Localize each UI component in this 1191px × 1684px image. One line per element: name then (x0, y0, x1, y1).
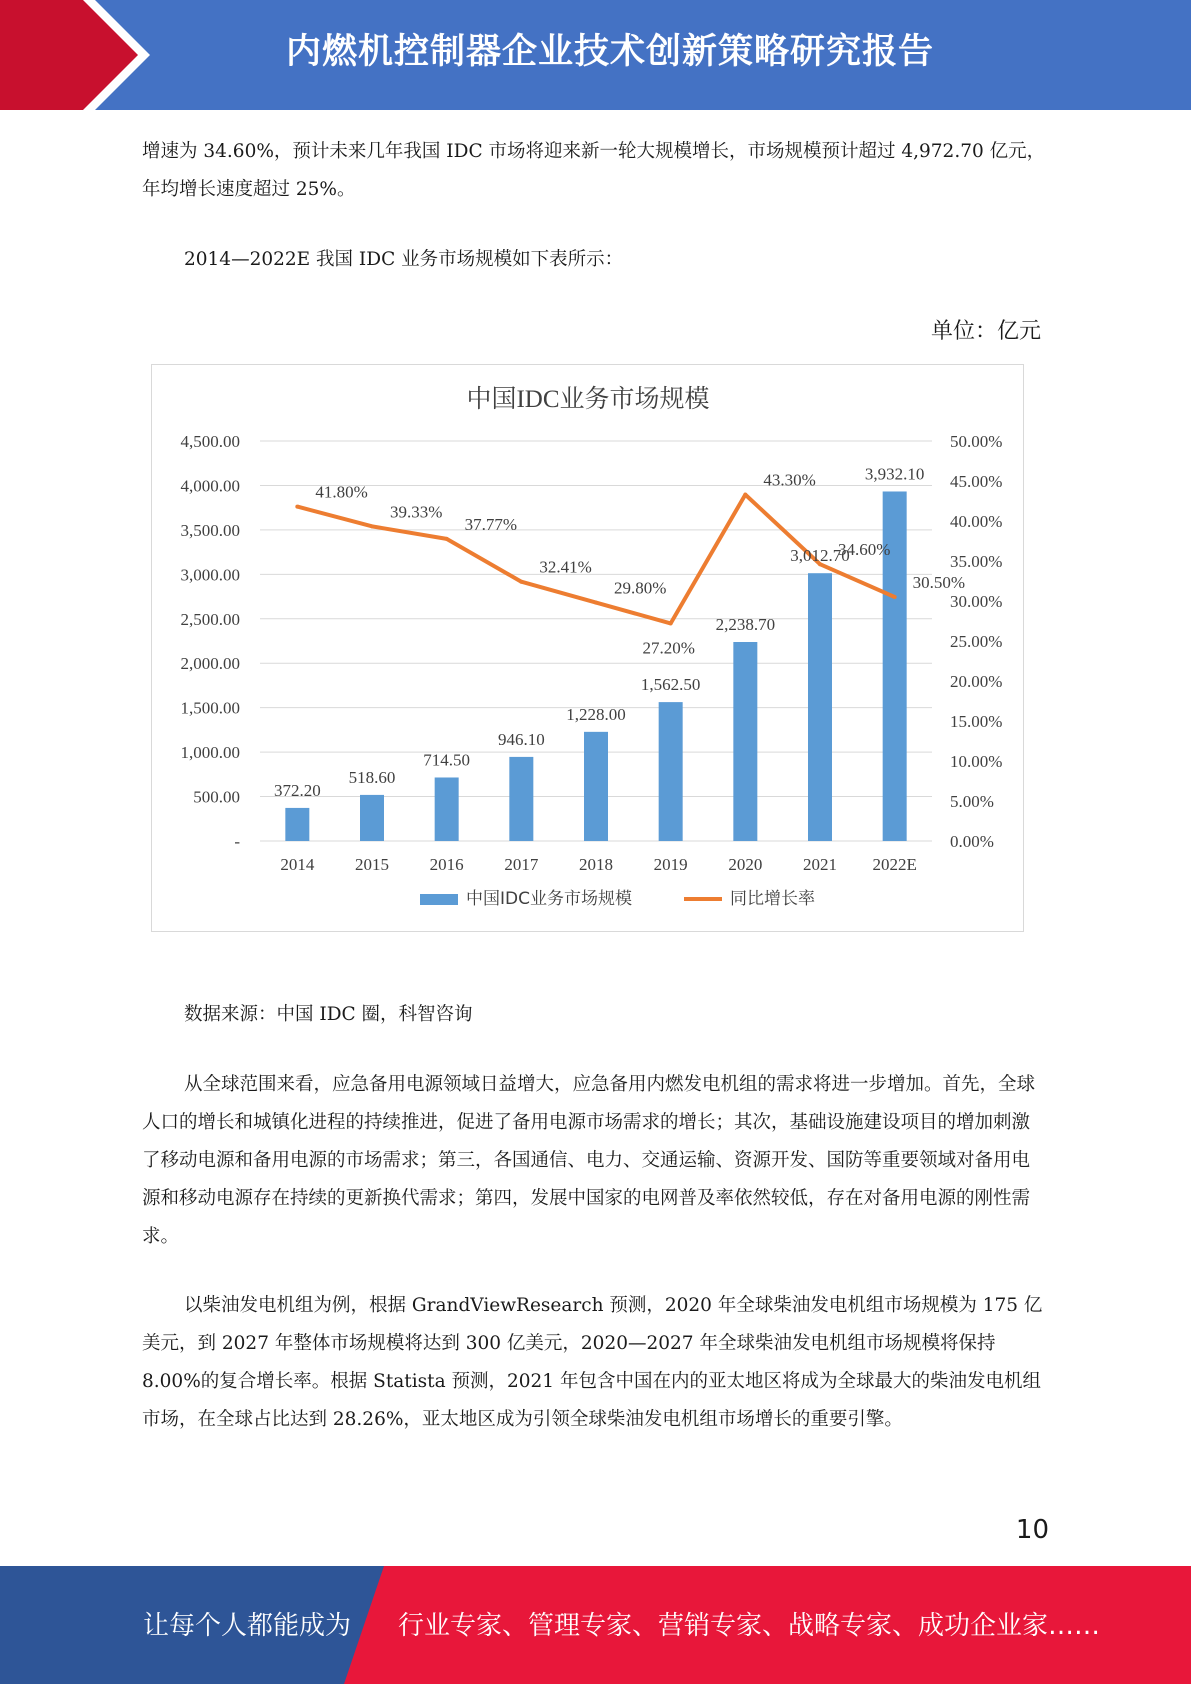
line-data-label: 30.50% (912, 573, 966, 592)
y-right-tick-label: 25.00% (950, 632, 1003, 651)
x-tick-label: 2020 (728, 855, 763, 874)
y-left-tick-label: 1,000.00 (180, 743, 240, 763)
y-left-tick-label: 1,500.00 (180, 698, 240, 718)
header-band (0, 0, 1191, 110)
x-tick-label: 2017 (504, 855, 539, 874)
paragraph-global-demand: 从全球范围来看，应急备用电源领域日益增大，应急备用内燃发电机组的需求将进一步增加。首先，全球人口的增长和城镇化进程的持续推进，促进了备用电源市场需求的增长；其次，基础设施建设项目的增加刺激了移动电源和备用电源的市场需求；第三，各国通信、电力、交通运输、资源开发、国防等重要领域对备用电源和移动电源存在持续的更新换代需求；第四，发展中国家的电网普及率依然较低，存在对备用电源的刚性需求。 (142, 1074, 1036, 1247)
line-data-label: 34.60% (838, 540, 891, 560)
line-data-label: 43.30% (763, 470, 816, 490)
paragraph-diesel-generator: 以柴油发电机组为例，根据 GrandViewResearch 预测，2020 年全球柴油发电机组市场规模为 175 亿美元，到 2027 年整体市场规模将达到 300 亿美元，2020—2027 年全球柴油发电机组市场规模将保持 8.00%的复合增长率。根据 Statista 预测，2021 年包含中国在内的亚太地区将成为全球最大的柴油发电机组市场，在全球占比达到 28.26%，亚太地区成为引领全球柴油发电机组市场增长的重要引擎。 (142, 1295, 1043, 1430)
legend-bar-swatch (420, 894, 458, 905)
bar-data-label: 714.50 (423, 750, 471, 770)
chart-legend (420, 889, 815, 909)
y-left-tick-label: 4,000.00 (180, 476, 240, 496)
bar (733, 642, 757, 841)
line-data-label: 29.80% (614, 578, 667, 598)
paragraph-table-intro: 2014—2022E 我国 IDC 业务市场规模如下表所示： (184, 249, 624, 270)
y-left-tick-label: 2,000.00 (180, 654, 240, 674)
line-data-label: 41.80% (315, 482, 368, 502)
paragraph-growth: 增速为 34.60%，预计未来几年我国 IDC 市场将迎来新一轮大规模增长，市场规模预计超过 4,972.70 亿元，年均增长速度超过 25%。 (142, 141, 1046, 200)
unit-label: 单位：亿元 (930, 319, 1041, 344)
x-tick-label: 2014 (280, 855, 315, 874)
line-data-label: 39.33% (390, 502, 443, 522)
bar-data-label: 946.10 (497, 729, 545, 749)
bar-layer (285, 491, 906, 841)
y-right-tick-label: 20.00% (950, 672, 1003, 691)
y-left-tick-label: - (234, 832, 240, 851)
y-right-tick-label: 15.00% (950, 712, 1003, 731)
bar-data-label: 372.20 (273, 780, 321, 800)
footer-band (0, 1566, 1191, 1684)
bar-data-label: 3,932.10 (864, 464, 925, 484)
label-layer (274, 464, 965, 799)
y-right-tick-label: 0.00% (950, 832, 994, 851)
bar (435, 777, 459, 841)
y-right-tick-label: 40.00% (950, 512, 1003, 531)
line-point (370, 524, 374, 528)
x-tick-label: 2019 (653, 855, 688, 874)
line-point (295, 505, 299, 509)
bar (509, 757, 533, 841)
legend-bar-label: 中国IDC业务市场规模 (466, 889, 632, 909)
bar-data-label: 2,238.70 (715, 615, 776, 635)
y-right-tick-label: 45.00% (950, 472, 1003, 491)
bar (360, 795, 384, 841)
x-tick-label: 2021 (803, 855, 837, 874)
line-point (594, 601, 598, 605)
line-data-label: 37.77% (464, 514, 518, 534)
bar (285, 808, 309, 841)
chart-svg (152, 365, 1025, 933)
y-left-tick-label: 2,500.00 (180, 609, 240, 629)
y-left-tick-label: 3,500.00 (180, 520, 240, 540)
y-left-tick-label: 4,500.00 (180, 432, 240, 451)
x-tick-label: 2015 (355, 855, 389, 874)
bar (659, 702, 683, 841)
x-tick-label: 2018 (579, 855, 613, 874)
bar-data-label: 3,012.70 (790, 546, 850, 566)
idc-market-chart (151, 364, 1024, 932)
footer-slogan-right: 行业专家、管理专家、营销专家、战略专家、成功企业家…… (398, 1611, 1101, 1641)
x-tick-label: 2022E (872, 855, 917, 874)
y-right-tick-label: 10.00% (950, 752, 1003, 771)
chart-title: 中国IDC业务市场规模 (466, 386, 710, 413)
y-right-tick-label: 5.00% (950, 792, 994, 811)
x-tick-label: 2016 (429, 855, 464, 874)
footer-slogan-left: 让每个人都能成为 (143, 1611, 352, 1641)
y-left-tick-label: 3,000.00 (180, 565, 240, 585)
y-right-tick-label: 30.00% (950, 592, 1003, 611)
y-right-tick-label: 50.00% (950, 432, 1003, 451)
line-data-label: 32.41% (539, 557, 592, 577)
bar-data-label: 1,228.00 (566, 704, 626, 724)
bar (584, 732, 608, 841)
y-right-tick-label: 35.00% (950, 552, 1003, 571)
line-point (669, 621, 673, 625)
legend-line-label: 同比增长率 (730, 889, 815, 909)
line-point (743, 493, 747, 497)
bar (808, 573, 832, 841)
line-data-label: 27.20% (642, 638, 695, 658)
bar-data-label: 1,562.50 (640, 675, 701, 695)
page-number: 10 (1015, 1515, 1049, 1545)
line-point (445, 537, 449, 541)
line-point (519, 580, 523, 584)
y-left-tick-label: 500.00 (193, 787, 240, 807)
bar-data-label: 518.60 (348, 767, 396, 787)
data-source: 数据来源：中国 IDC 圈，科智咨询 (184, 1004, 473, 1025)
report-title: 内燃机控制器企业技术创新策略研究报告 (285, 32, 934, 72)
line-point (893, 595, 897, 599)
